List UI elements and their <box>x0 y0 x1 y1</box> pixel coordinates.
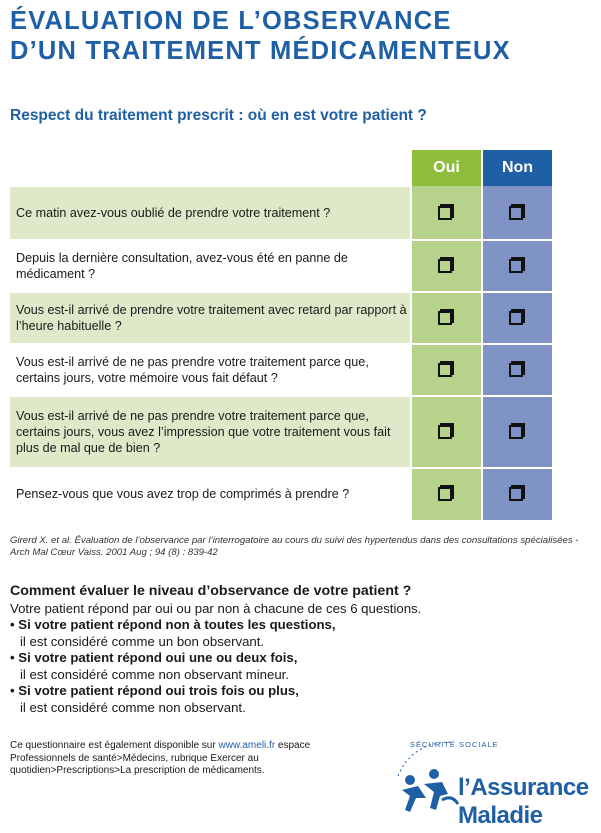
assurance-maladie-logo <box>392 738 597 830</box>
question-row <box>10 292 552 343</box>
checkbox-non[interactable] <box>509 363 523 377</box>
checkbox-oui[interactable] <box>438 425 452 439</box>
row-separator <box>10 467 552 469</box>
question-row <box>10 240 552 291</box>
question-text: Vous est-il arrivé de prendre votre traitement avec retard par rapport à l’heure habituelle ? <box>16 302 407 333</box>
question-row <box>10 396 552 467</box>
evaluation-item <box>10 617 336 650</box>
evaluation-condition: • Si votre patient répond oui trois fois ou plus, <box>10 683 299 698</box>
evaluation-result: il est considéré comme un bon observant. <box>20 633 265 649</box>
footer-text-after: espace Professionnels de santé>Médecins, rubrique Exercer au quotidien>Prescriptions>La prescription de médicaments. <box>10 740 311 776</box>
row-separator <box>10 343 552 345</box>
logo-text-line2: Maladie <box>458 802 543 829</box>
evaluation-condition: • Si votre patient répond oui une ou deux fois, <box>10 650 298 665</box>
question-text: Depuis la dernière consultation, avez-vous été en panne de médicament ? <box>16 250 348 281</box>
row-separator <box>10 239 552 241</box>
logo-text-line1: l’Assurance <box>458 774 589 801</box>
checkbox-non[interactable] <box>509 487 523 501</box>
column-header-non: Non <box>483 150 552 186</box>
evaluation-item <box>10 650 336 683</box>
checkbox-oui[interactable] <box>438 311 452 325</box>
question-row <box>10 187 552 239</box>
logo-arc-text: SÉCURITÉ SOCIALE <box>410 740 499 749</box>
question-row <box>10 468 552 520</box>
checkbox-non[interactable] <box>509 259 523 273</box>
checkbox-non[interactable] <box>509 206 523 220</box>
evaluation-result: il est considéré comme non observant. <box>20 699 246 715</box>
page-title-line1: ÉVALUATION DE L’OBSERVANCE <box>10 7 452 35</box>
citation: Girerd X. et al. Évaluation de l’observance par l’interrogatoire au cours du suivi des hypertendus dans des consultations spécialisées - Arch Mal Cœur Vaiss. 2001 Aug ; 94 (8) : 839-42 <box>10 535 579 558</box>
question-row <box>10 344 552 395</box>
footer-text-before: Ce questionnaire est également disponible sur <box>10 740 219 751</box>
evaluation-condition: • Si votre patient répond non à toutes les questions, <box>10 617 336 632</box>
evaluation-list <box>10 617 336 716</box>
checkbox-oui[interactable] <box>438 206 452 220</box>
question-text: Ce matin avez-vous oublié de prendre votre traitement ? <box>16 206 331 220</box>
evaluation-result: il est considéré comme non observant mineur. <box>20 666 290 682</box>
section-subtitle: Respect du traitement prescrit : où en est votre patient ? <box>10 107 427 124</box>
evaluation-item <box>10 683 336 716</box>
evaluation-intro: Votre patient répond par oui ou par non à chacune de ces 6 questions. <box>10 601 422 616</box>
footer-note <box>10 740 370 778</box>
row-separator <box>10 395 552 397</box>
page-title-line2: D’UN TRAITEMENT MÉDICAMENTEUX <box>10 37 511 65</box>
checkbox-oui[interactable] <box>438 487 452 501</box>
page-title <box>10 6 511 66</box>
question-text: Vous est-il arrivé de ne pas prendre votre traitement parce que, certains jours, votre mémoire vous fait défaut ? <box>16 354 369 385</box>
column-header-oui: Oui <box>412 150 481 186</box>
question-text: Pensez-vous que vous avez trop de comprimés à prendre ? <box>16 487 350 501</box>
checkbox-non[interactable] <box>509 425 523 439</box>
row-separator <box>10 291 552 293</box>
ameli-link[interactable]: www.ameli.fr <box>218 740 276 751</box>
checkbox-oui[interactable] <box>438 259 452 273</box>
checkbox-non[interactable] <box>509 311 523 325</box>
evaluation-title: Comment évaluer le niveau d’observance de votre patient ? <box>10 583 412 599</box>
checkbox-oui[interactable] <box>438 363 452 377</box>
question-text: Vous est-il arrivé de ne pas prendre votre traitement parce que, certains jours, vous avez l’impression que votre traitement vous fait plus de mal que de bien ? <box>16 408 391 455</box>
